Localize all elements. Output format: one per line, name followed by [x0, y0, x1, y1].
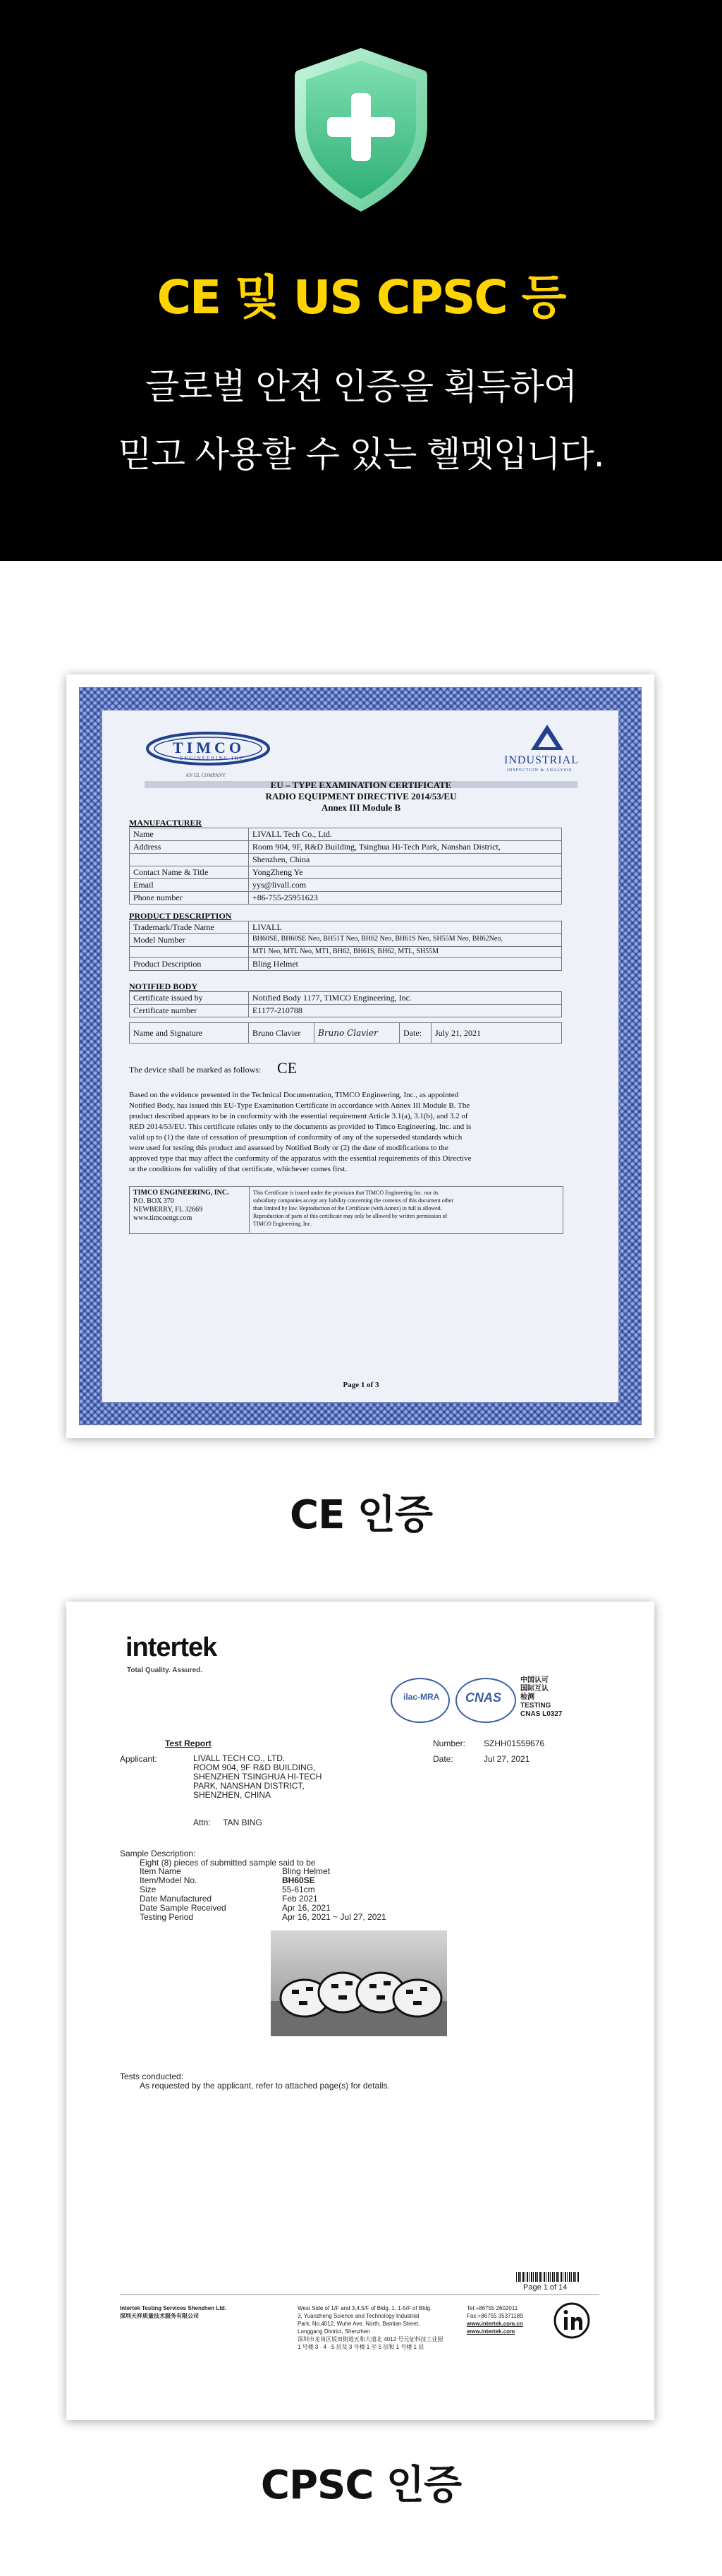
body-line: Notified Body, has issued this EU-Type Examination Certificate in accordance with Annex III Module B. The [129, 1101, 470, 1110]
body-line: valid up to (1) the date of cessation of presumption of conformity of any of the superseded standards which [129, 1133, 463, 1142]
footer-line: TIMCO ENGINEERING, INC. [133, 1189, 229, 1197]
sample-value: Apr 16, 2021 [282, 1903, 331, 1913]
footer-line: 深圳天祥质量技术服务有限公司 [120, 2313, 199, 2319]
sample-keys [140, 1867, 226, 1922]
footer-address [298, 2304, 443, 2351]
cpsc-report-image [66, 1602, 654, 2420]
footer-line: Tel:+86755 2602011 [467, 2305, 518, 2311]
table-row [130, 921, 562, 934]
attn-label: Attn: [193, 1818, 211, 1827]
table-row [130, 828, 562, 841]
intertek-logo: intertek [126, 1633, 217, 1662]
tests-label: Tests conducted: [120, 2072, 184, 2081]
body-line: RED 2014/53/EU. This certificate relates only to the documents as provided to Timco Engineering, Inc. and is [129, 1123, 472, 1131]
footer-line: NEWBERRY, FL 32669 [133, 1206, 203, 1214]
table-value: Notified Body 1177, TIMCO Engineering, Inc. [249, 992, 562, 1005]
hero-banner [0, 0, 722, 561]
intertek-in-icon [553, 2302, 591, 2340]
footer-rule [120, 2294, 599, 2295]
manufacturer-title: MANUFACTURER [129, 818, 202, 828]
table-row [130, 958, 562, 971]
timco-logo-text: TIMCO [173, 739, 245, 756]
date-value: July 21, 2021 [432, 1023, 562, 1044]
industrial-logo-sub: INSPECTION & ANALYSIS [507, 768, 573, 773]
number-label: Number: [433, 1739, 466, 1748]
footer-line: TIMCO Engineering, Inc. [253, 1221, 312, 1227]
notified-table [129, 991, 562, 1017]
cnas-text: CNAS [465, 1691, 502, 1705]
table-row [130, 1005, 562, 1017]
footer-address [133, 1189, 229, 1223]
footer-line: 3, Yuanzheng Science and Technology Industrial [298, 2313, 420, 2319]
table-row [130, 854, 562, 866]
table-value: LIVALL [249, 921, 562, 934]
manufacturer-table [129, 828, 562, 905]
sample-values [282, 1867, 386, 1922]
notified-title: NOTIFIED BODY [129, 981, 198, 991]
body-line: were used for testing this product and assessed by Notified Body or (2) the date of modifications to the [129, 1144, 448, 1152]
footer-line: 1 号楼 3 · 4 · 5 层及 3 号楼 1 至 5 层和 1 号楼 1 层 [298, 2344, 424, 2350]
body-line: Based on the evidence presented in the Technical Documentation, TIMCO Engineering, Inc., as appointed [129, 1091, 459, 1099]
sample-key: Date Manufactured [140, 1894, 212, 1904]
table-row [130, 892, 562, 905]
sample-key: Date Sample Received [140, 1903, 226, 1913]
table-row [130, 992, 562, 1005]
table-value: +86-755-25951623 [249, 892, 562, 905]
report-title: Test Report [165, 1739, 212, 1748]
sample-value: BH60SE [282, 1875, 315, 1885]
table-value: Bling Helmet [249, 958, 562, 971]
table-key: Model Number [130, 934, 249, 947]
sample-key: Size [140, 1885, 157, 1894]
industrial-logo-text: INDUSTRIAL [504, 754, 579, 766]
table-key: Product Description [130, 958, 249, 971]
sign-label: Name and Signature [130, 1023, 249, 1044]
body-text [129, 1090, 471, 1175]
footer-line: This Certificate is issued under the provision that TIMCO Engineering Inc. nor its [253, 1190, 439, 1196]
body-line: product described appears to be in conformity with the essential requirement Article 3.1(a), 3.1(b), and 3.2 of [129, 1112, 468, 1120]
cnas-line: CNAS L0327 [520, 1710, 563, 1718]
table-key: Address [130, 841, 249, 854]
certificate-heading-2: RADIO EQUIPMENT DIRECTIVE 2014/53/EU [265, 791, 457, 802]
tests-text: As requested by the applicant, refer to attached page(s) for details. [140, 2081, 390, 2091]
footer-line: www.timcoengr.com [133, 1214, 192, 1222]
table-key: Phone number [130, 892, 249, 905]
table-row [130, 879, 562, 892]
sample-key: Testing Period [140, 1912, 194, 1922]
footer-line: Park, No.4012, Wuhe Ave. North, Bantian Street, [298, 2321, 420, 2327]
table-value: E1177-210788 [249, 1005, 562, 1017]
table-value: Shenzhen, China [249, 854, 562, 866]
ce-caption: CE 인증 [289, 1492, 433, 1538]
footer-line: www.intertek.com [467, 2328, 515, 2335]
footer-contact [467, 2304, 523, 2335]
footer-line: Longgang District, Shenzhen [298, 2328, 370, 2335]
sample-title: Sample Description: [120, 1849, 196, 1858]
industrial-logo-icon [530, 723, 565, 751]
footer-line: than limited by law. Reproduction of the Certificate (with Annex) in full is allowed. [253, 1205, 442, 1211]
barcode [516, 2272, 580, 2282]
table-key [130, 947, 249, 958]
product-table [129, 921, 562, 971]
footer-line: West Side of 1/F and 3,4,5/F of Bldg. 1, 1-5/F of Bldg. [298, 2305, 432, 2311]
ce-mark: CE [277, 1059, 298, 1077]
hero-title: CE 및 US CPSC 등 [157, 270, 565, 325]
table-value: MT1 Neo, MTL Neo, MT1, BH62, BH61S, BH62, MTL, SH55M [249, 947, 562, 958]
intertek-logo-tag: Total Quality. Assured. [127, 1667, 203, 1674]
table-value: Room 904, 9F, R&D Building, Tsinghua Hi-Tech Park, Nanshan District, [249, 841, 562, 854]
shield-plus-icon [283, 42, 439, 219]
cnas-line: 国际互认 [520, 1685, 549, 1693]
footer-line: 深圳市龙岗区坂田街道五和大道北 4012 号元征科技工业园 [298, 2336, 443, 2342]
ce-certificate-body [102, 710, 619, 1403]
helmet-sample-photo [271, 1930, 447, 2036]
table-row [130, 841, 562, 854]
cnas-info [520, 1676, 562, 1719]
footer-line: P.O. BOX 370 [133, 1197, 174, 1205]
sample-value: Apr 16, 2021 ~ Jul 27, 2021 [282, 1912, 386, 1922]
table-key: Email [130, 879, 249, 892]
number-value: SZHH01559676 [484, 1739, 545, 1748]
hero-line-1: 글로벌 안전 인증을 획득하여 [145, 366, 577, 407]
footer-line: www.intertek.com.cn [467, 2321, 523, 2327]
applicant-line: ROOM 904, 9F R&D BUILDING, [193, 1762, 316, 1772]
sample-key: Item Name [140, 1866, 181, 1876]
product-title: PRODUCT DESCRIPTION [129, 911, 232, 921]
hero-line-2: 믿고 사용할 수 있는 헬멧입니다. [118, 434, 604, 475]
table-key: Contact Name & Title [130, 866, 249, 879]
applicant-line: SHENZHEN, CHINA [193, 1790, 271, 1800]
sample-value: Feb 2021 [282, 1894, 318, 1904]
applicant-address [193, 1754, 322, 1800]
table-key: Certificate number [130, 1005, 249, 1017]
applicant-label: Applicant: [120, 1754, 157, 1764]
ilac-mra-text: ilac-MRA [403, 1692, 440, 1702]
sample-intro: Eight (8) pieces of submitted sample said to be [140, 1858, 316, 1868]
timco-logo-sub: ENGINEERING INC. [180, 756, 247, 761]
certificate-heading-3: Annex III Module B [321, 802, 401, 813]
sample-value: 55-61cm [282, 1885, 315, 1894]
cnas-line: 中国认可 [520, 1676, 549, 1684]
footer-disclaimer [253, 1189, 453, 1228]
table-value: YongZheng Ye [249, 866, 562, 879]
cnas-line: TESTING [520, 1702, 551, 1710]
table-row [130, 866, 562, 879]
table-value: LIVALL Tech Co., Ltd. [249, 828, 562, 841]
table-row [130, 934, 562, 947]
table-key [130, 854, 249, 866]
marked-text: The device shall be marked as follows: [129, 1065, 262, 1075]
applicant-line: SHENZHEN TSINGHUA HI-TECH [193, 1772, 322, 1782]
table-row [130, 1023, 562, 1044]
cnas-line: 检测 [520, 1693, 534, 1701]
sign-name: Bruno Clavier [249, 1023, 314, 1044]
date-label: Date: [400, 1023, 432, 1044]
timco-logo-tag: AN UL COMPANY [185, 773, 226, 778]
table-key: Certificate issued by [130, 992, 249, 1005]
signature-table [129, 1022, 562, 1044]
applicant-line: LIVALL TECH CO., LTD. [193, 1753, 286, 1763]
report-page: Page 1 of 14 [523, 2283, 568, 2292]
ce-certificate-image [66, 675, 654, 1438]
date-label: Date: [433, 1754, 453, 1764]
table-row [130, 947, 562, 958]
sample-value: Bling Helmet [282, 1866, 331, 1876]
page-number: Page 1 of 3 [343, 1381, 379, 1389]
table-value: BH60SE, BH60SE Neo, BH51T Neo, BH62 Neo, BH61S Neo, SH55M Neo, BH62Neo, [249, 934, 562, 947]
certificate-heading-1: EU – TYPE EXAMINATION CERTIFICATE [270, 780, 452, 790]
body-line: approved type that may affect the conformity of the apparatus with the essential requirements of this Directive [129, 1154, 472, 1163]
footer-line: subsidiary companies accept any liability concerning the contents of this document other [253, 1197, 454, 1204]
signature: Bruno Clavier [314, 1023, 400, 1044]
date-value: Jul 27, 2021 [484, 1754, 530, 1764]
table-value: yys@livall.com [249, 879, 562, 892]
applicant-line: PARK, NANSHAN DISTRICT, [193, 1781, 305, 1791]
body-line: or the conditions for validity of that certificate, whichever comes first. [129, 1165, 348, 1173]
cpsc-caption: CPSC 인증 [260, 2462, 462, 2508]
attn-value: TAN BING [223, 1818, 262, 1827]
sample-key: Item/Model No. [140, 1875, 197, 1885]
table-key: Name [130, 828, 249, 841]
footer-line: Intertek Testing Services Shenzhen Ltd. [120, 2305, 226, 2311]
footer-company [120, 2304, 226, 2320]
footer-line: Fax:+86755 35371189 [467, 2313, 523, 2319]
footer-line: Reproduction of parts of this certificate may only be allowed by written permission of [253, 1213, 448, 1219]
table-key: Trademark/Trade Name [130, 921, 249, 934]
